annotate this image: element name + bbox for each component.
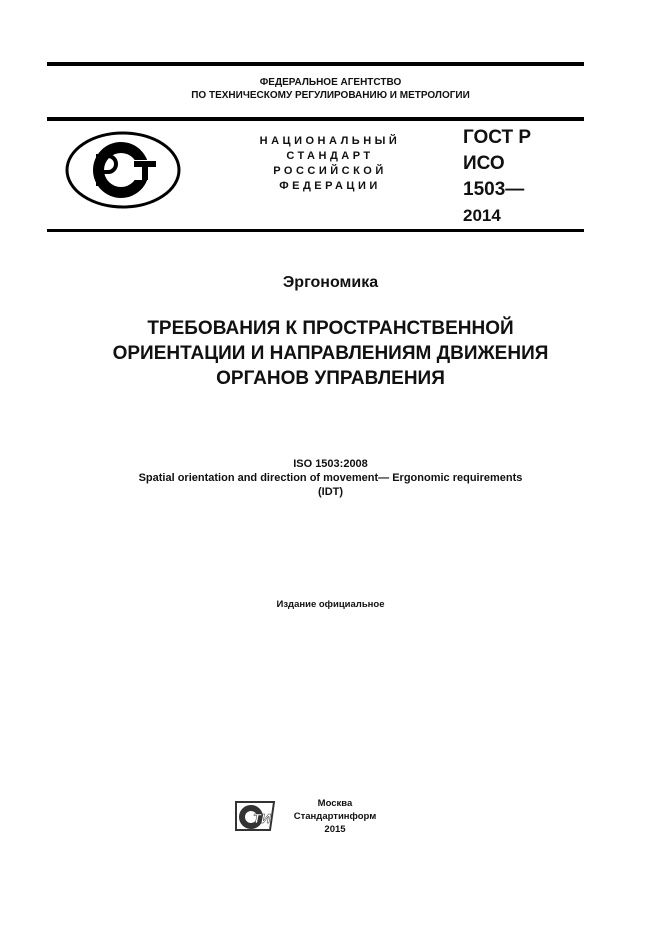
standard-type-line: НАЦИОНАЛЬНЫЙ [259, 135, 401, 147]
svg-text:ТИ: ТИ [253, 811, 271, 826]
publisher-logo-icon [234, 800, 278, 834]
iso-reference [0, 457, 661, 499]
top-rule [47, 62, 584, 66]
iso-equivalence: (IDT) [317, 486, 344, 498]
gost-logo-icon [64, 130, 182, 210]
title-line: ОРИЕНТАЦИИ И НАПРАВЛЕНИЯМ ДВИЖЕНИЯ [112, 343, 549, 364]
agency-line: ПО ТЕХНИЧЕСКОМУ РЕГУЛИРОВАНИЮ И МЕТРОЛОГИИ [191, 90, 470, 101]
iso-code: ISO 1503:2008 [293, 458, 368, 470]
mid-rule [47, 117, 584, 121]
agency-name [0, 76, 661, 102]
standard-type-line: ФЕДЕРАЦИИ [279, 180, 381, 192]
publisher-name: Стандартинформ [293, 811, 377, 822]
designation-line: ГОСТ Р [463, 127, 532, 148]
bottom-rule [47, 229, 584, 232]
publisher-city: Москва [317, 798, 353, 809]
agency-line: ФЕДЕРАЛЬНОЕ АГЕНТСТВО [259, 77, 402, 88]
standard-designation [463, 125, 531, 229]
designation-line: ИСО [463, 153, 505, 174]
designation-line: 2014 [463, 206, 501, 225]
title-line: ОРГАНОВ УПРАВЛЕНИЯ [216, 368, 445, 389]
standard-type-line: СТАНДАРТ [286, 150, 374, 162]
iso-title: Spatial orientation and direction of movement— Ergonomic requirements [138, 472, 523, 484]
subject: Эргономика [282, 274, 379, 291]
designation-line: 1503— [463, 179, 525, 200]
edition-note: Издание официальное [276, 599, 385, 610]
publication-year: 2015 [324, 824, 346, 835]
standard-type [225, 134, 435, 194]
document-title [0, 316, 661, 391]
standard-type-line: РОССИЙСКОЙ [273, 165, 387, 177]
title-line: ТРЕБОВАНИЯ К ПРОСТРАНСТВЕННОЙ [147, 318, 514, 339]
publisher [287, 797, 383, 836]
